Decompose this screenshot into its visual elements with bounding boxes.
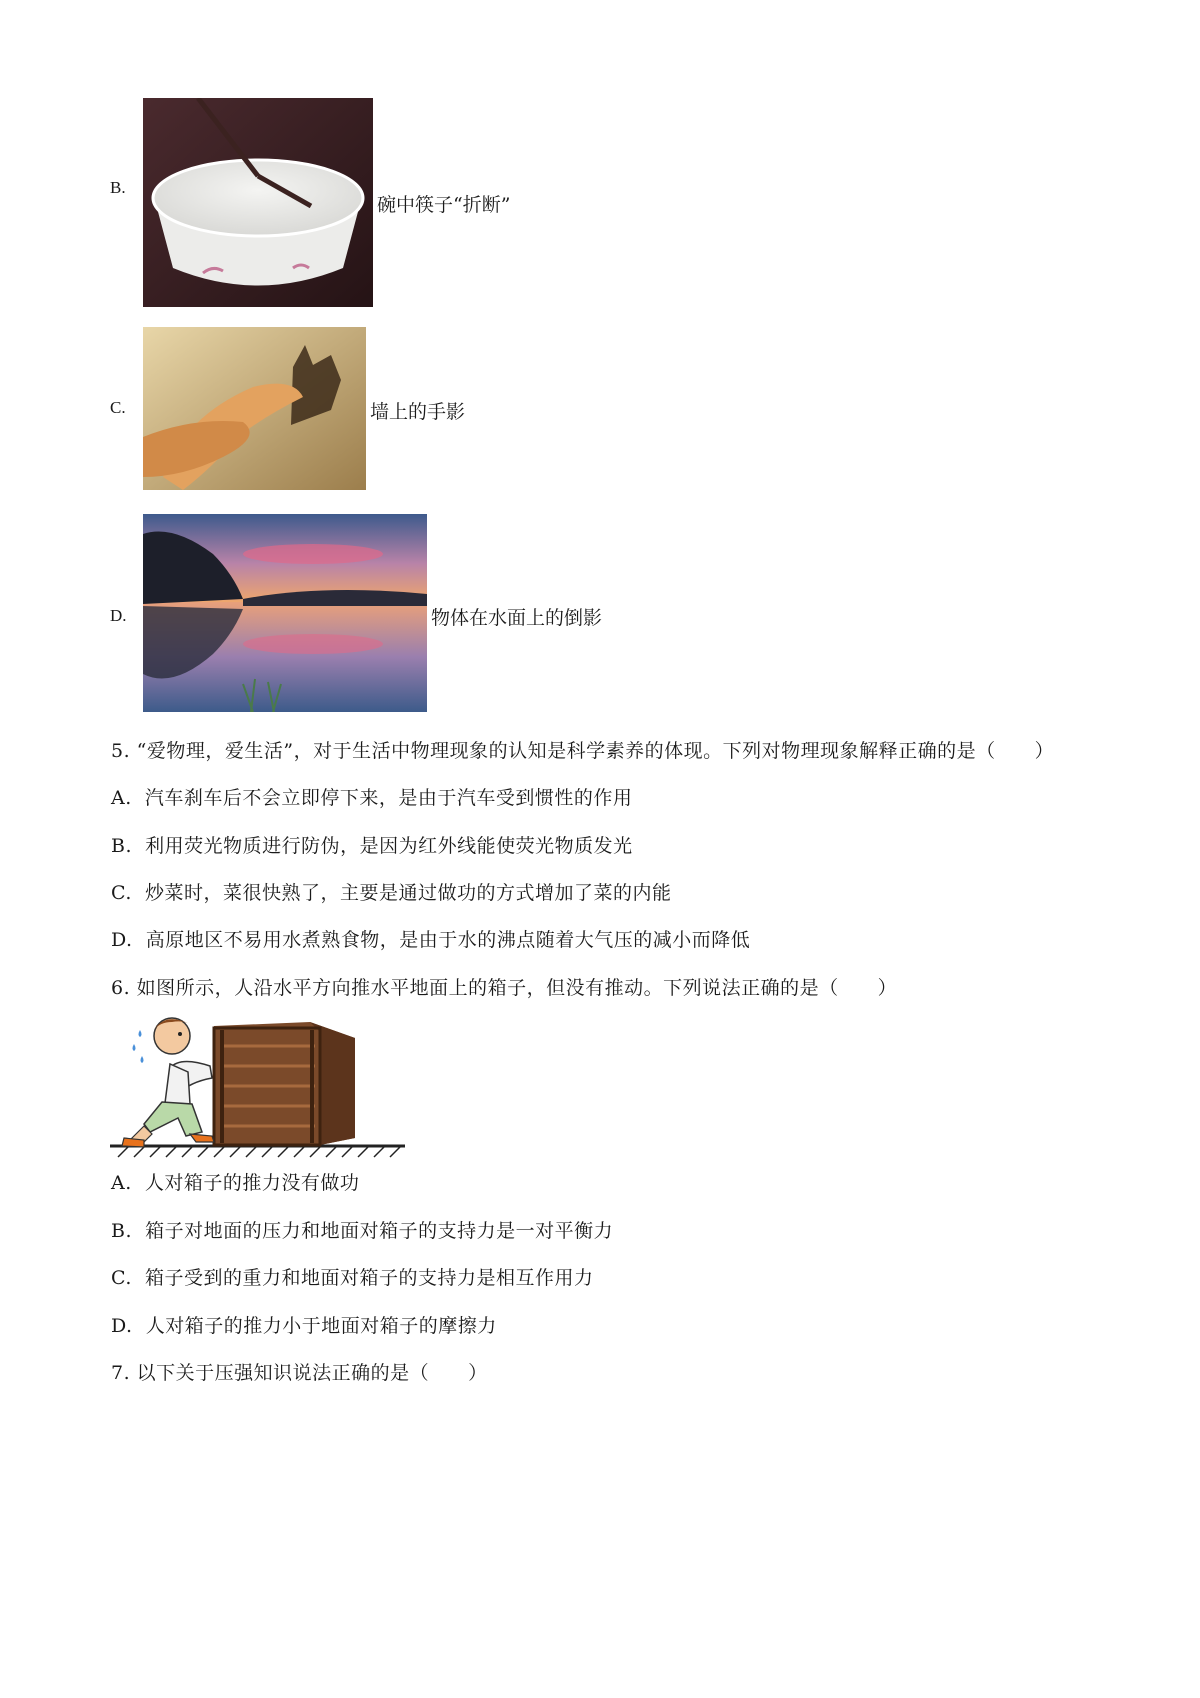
hand-shadow-photo [143, 327, 366, 490]
option-text: 箱子受到的重力和地面对箱子的支持力是相互作用力 [145, 1267, 594, 1289]
question-5-option-b [111, 831, 633, 858]
question-5-option-c [111, 878, 672, 905]
option-letter-b: B. [110, 178, 126, 197]
option-caption-b: 碗中筷子“折断” [377, 194, 511, 216]
option-letter: A. [111, 787, 132, 809]
option-text: 利用荧光物质进行防伪，是因为红外线能使荧光物质发光 [145, 835, 633, 857]
option-letter: C. [111, 882, 132, 904]
question-6-option-a [111, 1168, 359, 1195]
option-text: 炒菜时，菜很快熟了，主要是通过做功的方式增加了菜的内能 [145, 882, 672, 904]
question-6-stem: 6. 如图所示，人沿水平方向推水平地面上的箱子，但没有推动。下列说法正确的是（ ） [111, 977, 898, 999]
person-pushing-box-illustration [110, 1008, 405, 1158]
lake-reflection-photo [143, 514, 427, 712]
option-letter-c: C. [110, 398, 126, 417]
option-caption-d: 物体在水面上的倒影 [431, 607, 603, 629]
option-text: 人对箱子的推力小于地面对箱子的摩擦力 [145, 1315, 497, 1337]
question-6-option-c [111, 1263, 594, 1290]
option-caption-c: 墙上的手影 [370, 401, 466, 423]
option-text: 高原地区不易用水煮熟食物，是由于水的沸点随着大气压的减小而降低 [145, 929, 751, 951]
option-letter: C. [111, 1267, 132, 1289]
option-letter: B. [111, 835, 133, 857]
option-text: 汽车刹车后不会立即停下来，是由于汽车受到惯性的作用 [144, 787, 633, 809]
question-7-stem: 7. 以下关于压强知识说法正确的是（ ） [111, 1362, 488, 1384]
option-text: 人对箱子的推力没有做功 [144, 1172, 360, 1194]
option-text: 箱子对地面的压力和地面对箱子的支持力是一对平衡力 [145, 1220, 614, 1242]
bowl-chopsticks-photo [143, 98, 373, 307]
question-5-stem: 5. “爱物理，爱生活”，对于生活中物理现象的认知是科学素养的体现。下列对物理现象解释正确的是（ ） [111, 740, 1055, 762]
option-letter: D. [111, 929, 133, 951]
question-5-option-a [111, 783, 632, 810]
question-5-option-d [111, 925, 750, 952]
question-6-option-d [111, 1311, 497, 1338]
option-letter: D. [111, 1315, 133, 1337]
option-letter: A. [111, 1172, 132, 1194]
option-letter: B. [111, 1220, 133, 1242]
option-letter-d: D. [110, 606, 127, 625]
question-6-option-b [111, 1216, 613, 1243]
